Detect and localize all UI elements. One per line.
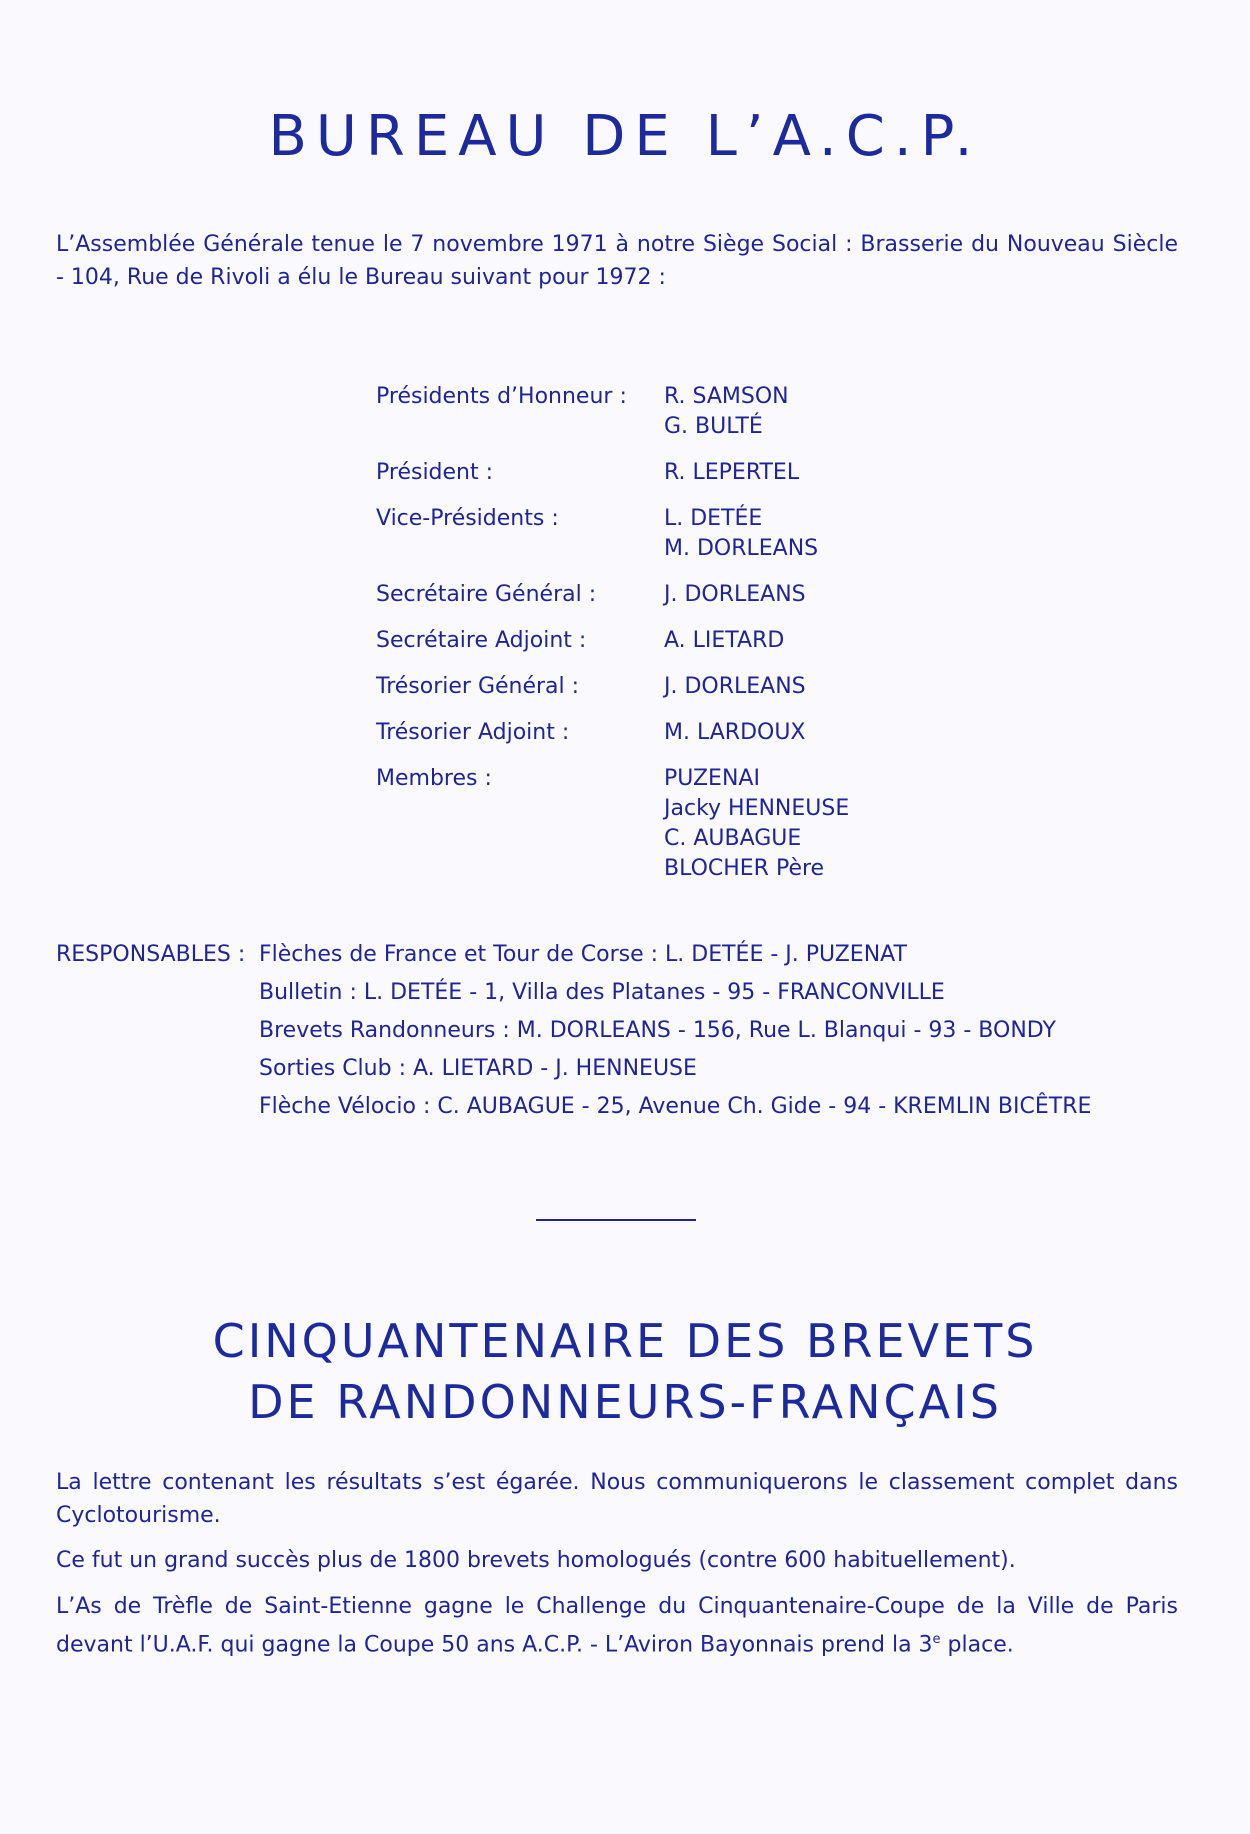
paragraph-text: L’As de Trèfle de Saint-Etienne gagne le Challenge du Cinquantenaire-Coupe de la Ville de Paris devant l’U.A.F. qui gagne la Coupe 50 ans A.C.P. - L’Aviron Bayonnais prend la 3	[56, 1594, 1178, 1658]
bureau-row	[376, 504, 1076, 564]
bureau-name: M. DORLEANS	[664, 536, 819, 561]
bureau-name: A. LIETARD	[664, 628, 785, 653]
bureau-name: L. DETÉE	[664, 506, 763, 531]
section-title-line1: CINQUANTENAIRE DES BREVETS	[212, 1314, 1038, 1368]
page-title: BUREAU DE L’A.C.P.	[268, 104, 982, 169]
intro-paragraph: L’Assemblée Générale tenue le 7 novembre 1971 à notre Siège Social : Brasserie du Nouveau Siècle - 104, Rue de Rivoli a élu le Bureau suivant pour 1972 :	[56, 232, 1178, 290]
bureau-list	[376, 382, 1076, 900]
bureau-row	[376, 458, 1076, 488]
body-paragraph: La lettre contenant les résultats s’est égarée. Nous communiquerons le classement complet dans Cyclotourisme.	[56, 1470, 1178, 1528]
bureau-names	[664, 580, 806, 610]
bureau-name: G. BULTÉ	[664, 414, 763, 439]
responsable-line: Sorties Club : A. LIETARD - J. HENNEUSE	[259, 1056, 697, 1081]
bureau-names	[664, 626, 784, 656]
bureau-name: J. DORLEANS	[664, 674, 806, 699]
bureau-names	[664, 382, 789, 442]
bureau-name: C. AUBAGUE	[664, 826, 802, 851]
responsables-heading: RESPONSABLES :	[56, 942, 246, 967]
bureau-row	[376, 626, 1076, 656]
bureau-row	[376, 764, 1076, 884]
bureau-name: R. LEPERTEL	[664, 460, 800, 485]
bureau-role: Vice-Présidents :	[376, 506, 559, 531]
bureau-row	[376, 672, 1076, 702]
responsable-line: Flèches de France et Tour de Corse : L. DETÉE - J. PUZENAT	[259, 942, 907, 967]
bureau-name: PUZENAI	[664, 766, 760, 791]
responsable-line: Bulletin : L. DETÉE - 1, Villa des Platanes - 95 - FRANCONVILLE	[259, 980, 945, 1005]
responsable-line: Flèche Vélocio : C. AUBAGUE - 25, Avenue Ch. Gide - 94 - KREMLIN BICÊTRE	[259, 1094, 1092, 1119]
bureau-name: BLOCHER Père	[664, 856, 825, 881]
bureau-names	[664, 504, 818, 564]
responsable-line: Brevets Randonneurs : M. DORLEANS - 156, Rue L. Blanqui - 93 - BONDY	[259, 1018, 1056, 1043]
bureau-role: Membres :	[376, 766, 492, 791]
bureau-row	[376, 718, 1076, 748]
bureau-role: Présidents d’Honneur :	[376, 384, 627, 409]
bureau-names	[664, 458, 799, 488]
bureau-name: J. DORLEANS	[664, 582, 806, 607]
section-divider	[536, 1219, 696, 1221]
bureau-names	[664, 672, 806, 702]
bureau-row	[376, 580, 1076, 610]
bureau-name: Jacky HENNEUSE	[664, 796, 850, 821]
bureau-role: Trésorier Général :	[376, 674, 580, 699]
paragraph-text-end: place.	[940, 1632, 1014, 1658]
section-title-line2: DE RANDONNEURS-FRANÇAIS	[248, 1375, 1002, 1429]
bureau-role: Secrétaire Adjoint :	[376, 628, 587, 653]
ordinal-superscript: e	[932, 1632, 941, 1647]
bureau-role: Secrétaire Général :	[376, 582, 597, 607]
bureau-name: R. SAMSON	[664, 384, 789, 409]
bureau-names	[664, 718, 806, 748]
body-paragraph: Ce fut un grand succès plus de 1800 brevets homologués (contre 600 habituellement).	[56, 1548, 1016, 1573]
bureau-names	[664, 764, 849, 884]
body-paragraph	[56, 1590, 1178, 1661]
bureau-row	[376, 382, 1076, 442]
bureau-role: Président :	[376, 460, 494, 485]
bureau-role: Trésorier Adjoint :	[376, 720, 570, 745]
bureau-name: M. LARDOUX	[664, 720, 806, 745]
